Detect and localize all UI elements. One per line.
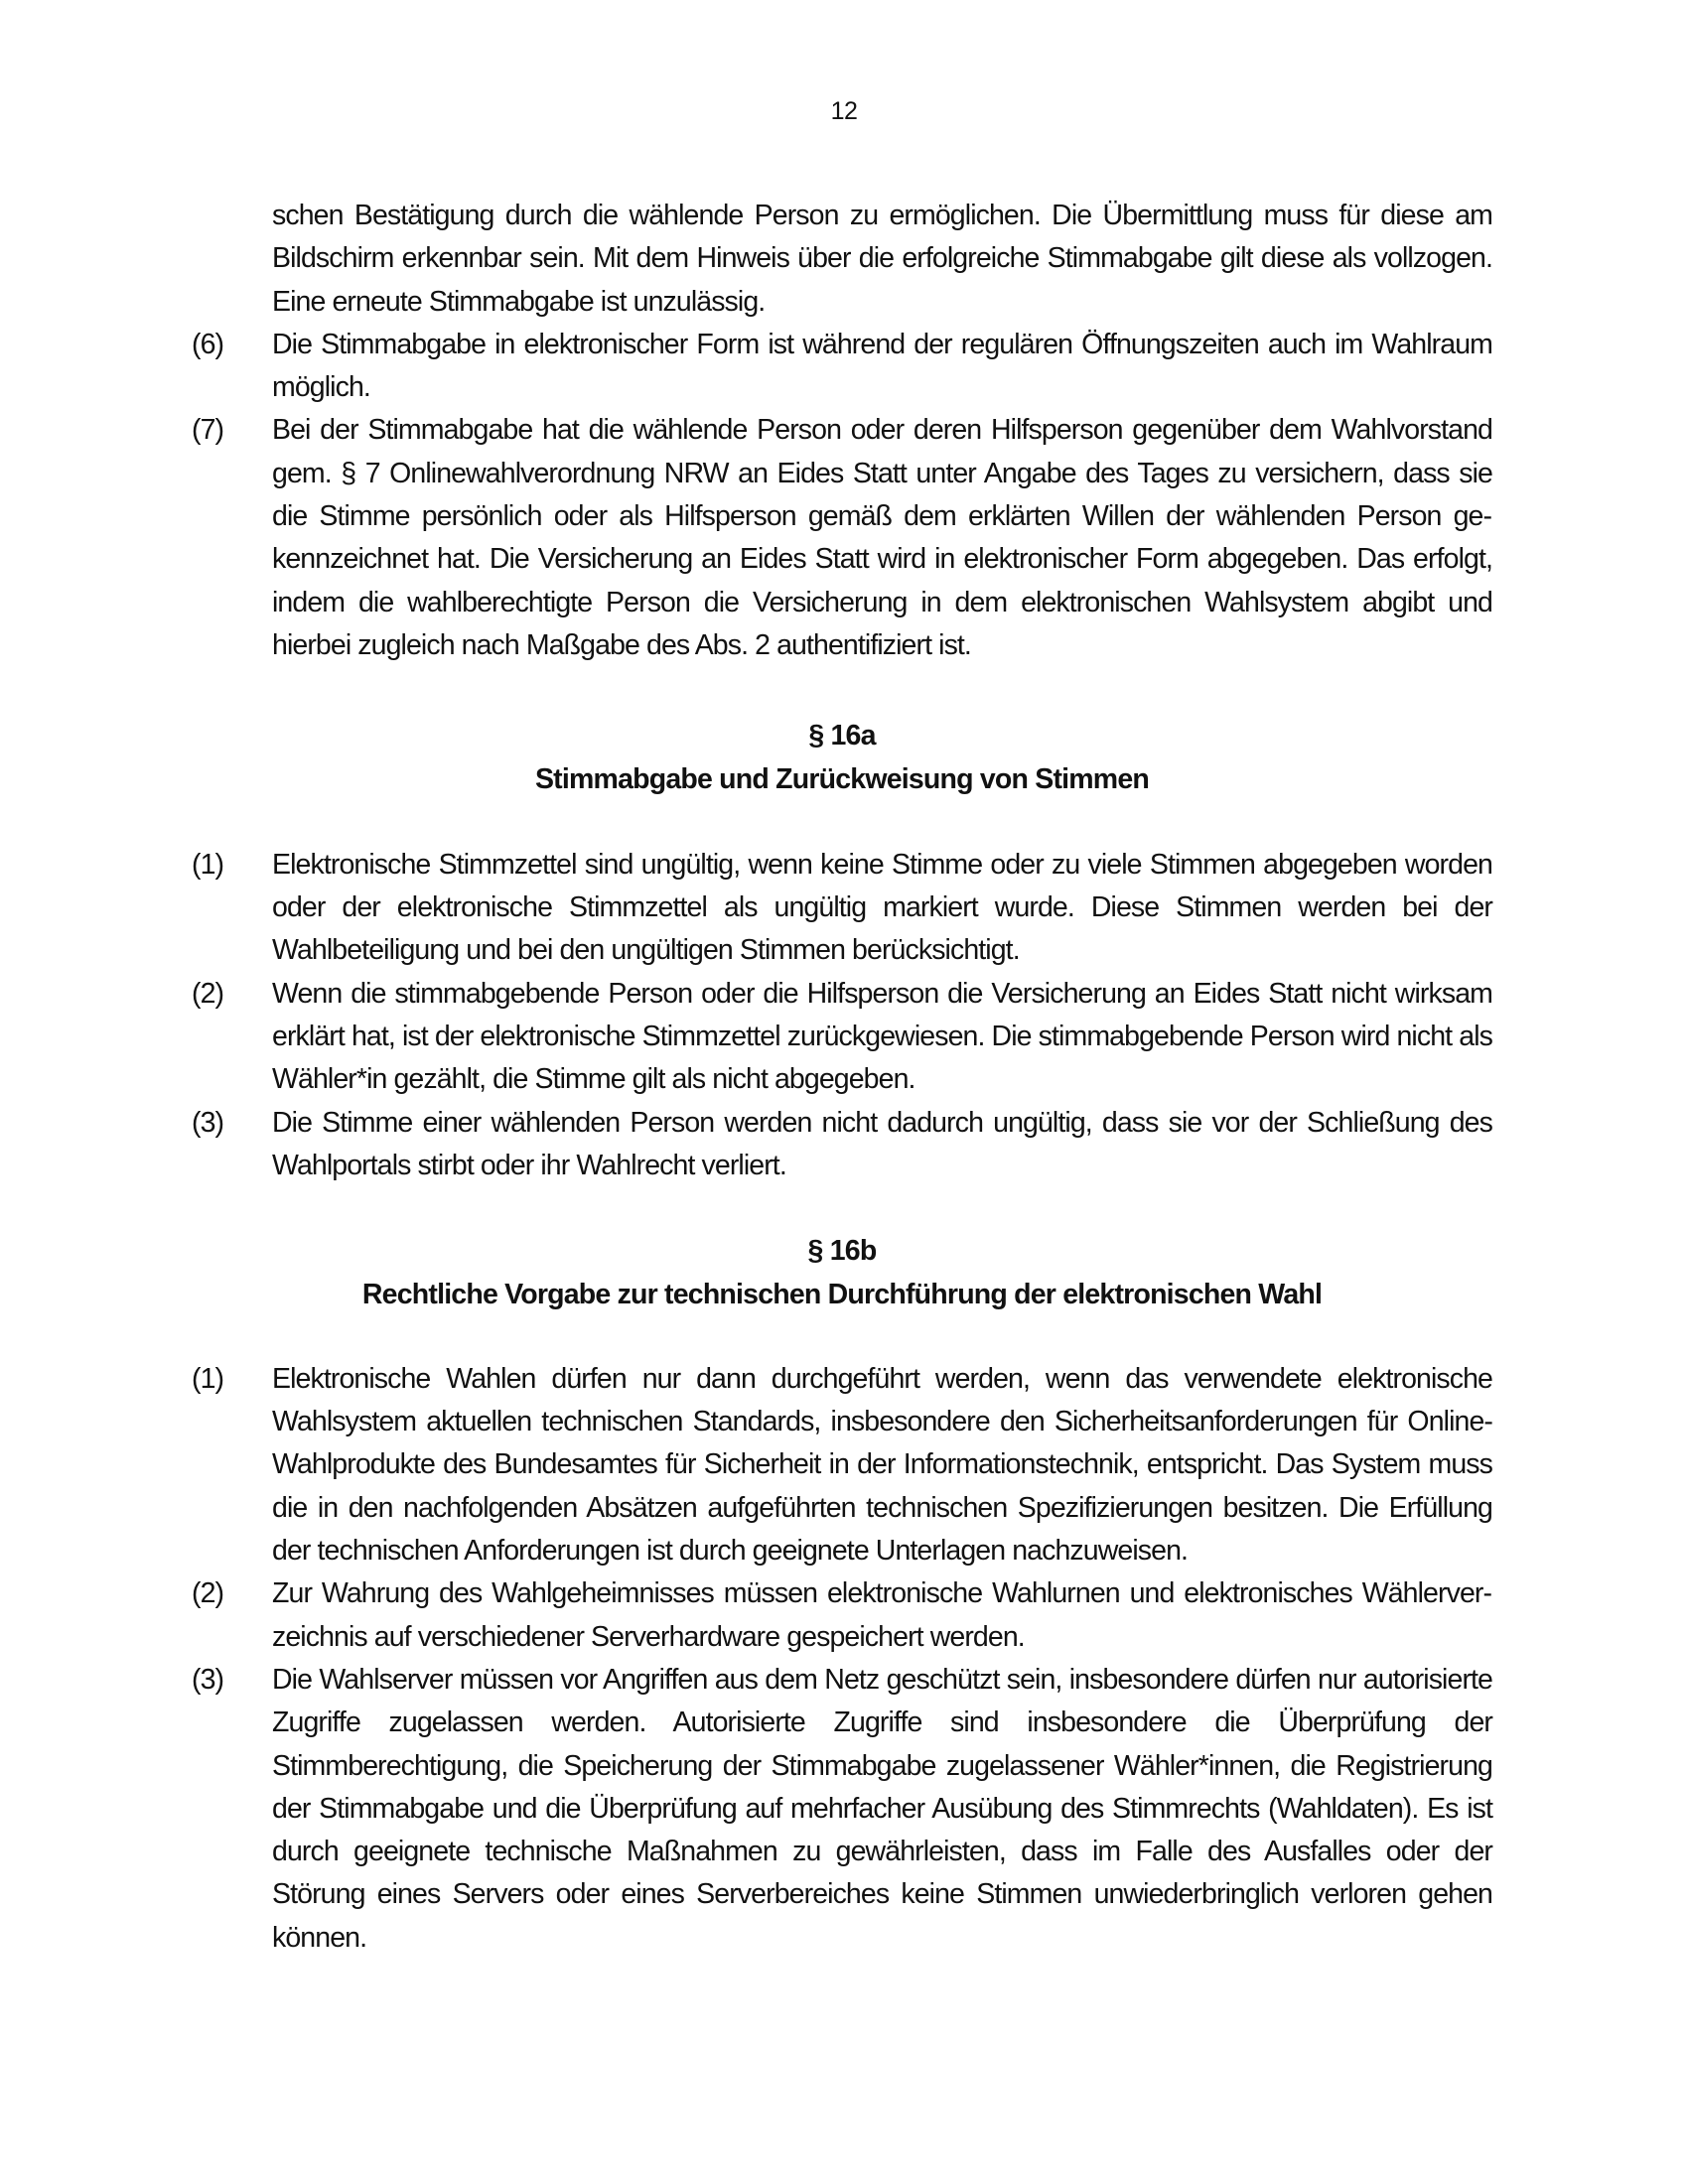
paragraph-7 (192, 409, 1492, 667)
section-heading-16b (192, 1230, 1492, 1316)
paragraph-text: schen Bestätigung durch die wählende Person zu ermöglichen. Die Übermittlung muss für diese am Bildschirm erkennbar sein. Mit dem Hinweis über die erfolgreiche Stimmabgabe gilt diese als vollzogen. Eine erneute Stimmabgabe ist unzulässig. (272, 200, 1492, 318)
section-16a-paragraph-3 (192, 1102, 1492, 1188)
paragraph-6 (192, 324, 1492, 410)
paragraph-number: (2) (192, 1577, 224, 1610)
paragraph-text: Zur Wahrung des Wahlgeheimnisses müssen elektronische Wahlurnen und elektronisches Wählerverzeichnis auf verschiedener Serverhardware gespeichert werden. (272, 1577, 1492, 1653)
section-16b-paragraph-1 (192, 1358, 1492, 1572)
paragraph-number: (7) (192, 414, 224, 447)
section-number: § 16a (808, 720, 876, 752)
paragraph-number: (6) (192, 328, 224, 360)
paragraph-text: Elektronische Wahlen dürfen nur dann durchgeführt werden, wenn das verwendete elektronische Wahlsystem aktuellen technischen Standards, insbesondere den Sicherheitsanforderungen für Online-Wahlprodukte des Bundesamtes für Sicherheit in der Informationstechnik, entspricht. Das System muss die in den nachfolgenden Absätzen aufgeführten technischen Spezifizierungen besitzen. Die Erfüllung der technischen Anforderungen ist durch geeignete Unterlagen nachzuweisen. (272, 1362, 1492, 1568)
section-heading-16a (192, 715, 1492, 801)
paragraph-number: (3) (192, 1663, 224, 1696)
section-16a-paragraph-2 (192, 973, 1492, 1102)
section-title: Rechtliche Vorgabe zur technischen Durchführung der elektronischen Wahl (361, 1278, 1323, 1310)
section-title: Stimmabgabe und Zurückweisung von Stimmen (534, 762, 1150, 795)
section-number: § 16b (807, 1235, 877, 1268)
paragraph-number: (1) (192, 1362, 224, 1395)
paragraph-text: Die Stimme einer wählenden Person werden nicht dadurch ungültig, dass sie vor der Schließung des Wahlportals stirbt oder ihr Wahlrecht verliert. (272, 1106, 1492, 1181)
paragraph-number: (3) (192, 1106, 224, 1139)
paragraph-text: Bei der Stimmabgabe hat die wählende Person oder deren Hilfsperson gegenüber dem Wahlvorstand gem. § 7 Onlinewahlverordnung NRW an Eides Statt unter Angabe des Tages zu versichern, dass sie die Stimme persönlich oder als Hilfsperson gemäß dem erklärten Willen der wählenden Person gekennzeichnet hat. Die Versicherung an Eides Statt wird in elektronischer Form abgegeben. Das erfolgt, indem die wahlberechtigte Person die Versicherung in dem elektronischen Wahlsystem abgibt und hierbei zugleich nach Maßgabe des Abs. 2 authentifiziert ist. (272, 414, 1492, 661)
continuation-paragraph (192, 195, 1492, 324)
paragraph-text: Die Stimmabgabe in elektronischer Form ist während der regulären Öffnungszeiten auch im Wahlraum möglich. (272, 328, 1492, 404)
document-body (192, 195, 1492, 1960)
paragraph-text: Die Wahlserver müssen vor Angriffen aus dem Netz geschützt sein, insbesondere dürfen nur autorisierte Zugriffe zugelassen werden. Autorisierte Zugriffe sind insbesondere die Überprüfung der Stimmberechtigung, die Speicherung der Stimmabgabe zugelassener Wähler*innen, die Registrierung der Stimmabgabe und die Überprüfung auf mehrfacher Ausübung des Stimmrechts (Wahldaten). Es ist durch geeignete technische Maßnahmen zu gewährleisten, dass im Falle des Ausfalles oder der Störung eines Servers oder eines Serverbereiches keine Stimmen unwiederbringlich verloren gehen können. (272, 1663, 1492, 1954)
section-16b-paragraph-2 (192, 1572, 1492, 1659)
paragraph-number: (1) (192, 848, 224, 881)
section-16b-paragraph-3 (192, 1659, 1492, 1960)
paragraph-number: (2) (192, 977, 224, 1010)
page-number: 12 (830, 97, 858, 125)
paragraph-text: Elektronische Stimmzettel sind ungültig, wenn keine Stimme oder zu viele Stimmen abgegeben worden oder der elektronische Stimmzettel als ungültig markiert wurde. Diese Stimmen werden bei der Wahlbeteiligung und bei den ungültigen Stimmen berücksichtigt. (272, 848, 1492, 967)
paragraph-text: Wenn die stimmabgebende Person oder die Hilfsperson die Versicherung an Eides Statt nicht wirksam erklärt hat, ist der elektronische Stimmzettel zurückgewiesen. Die stimmabgebende Person wird nicht als Wähler*in gezählt, die Stimme gilt als nicht abgegeben. (272, 977, 1492, 1096)
section-16a-paragraph-1 (192, 844, 1492, 973)
